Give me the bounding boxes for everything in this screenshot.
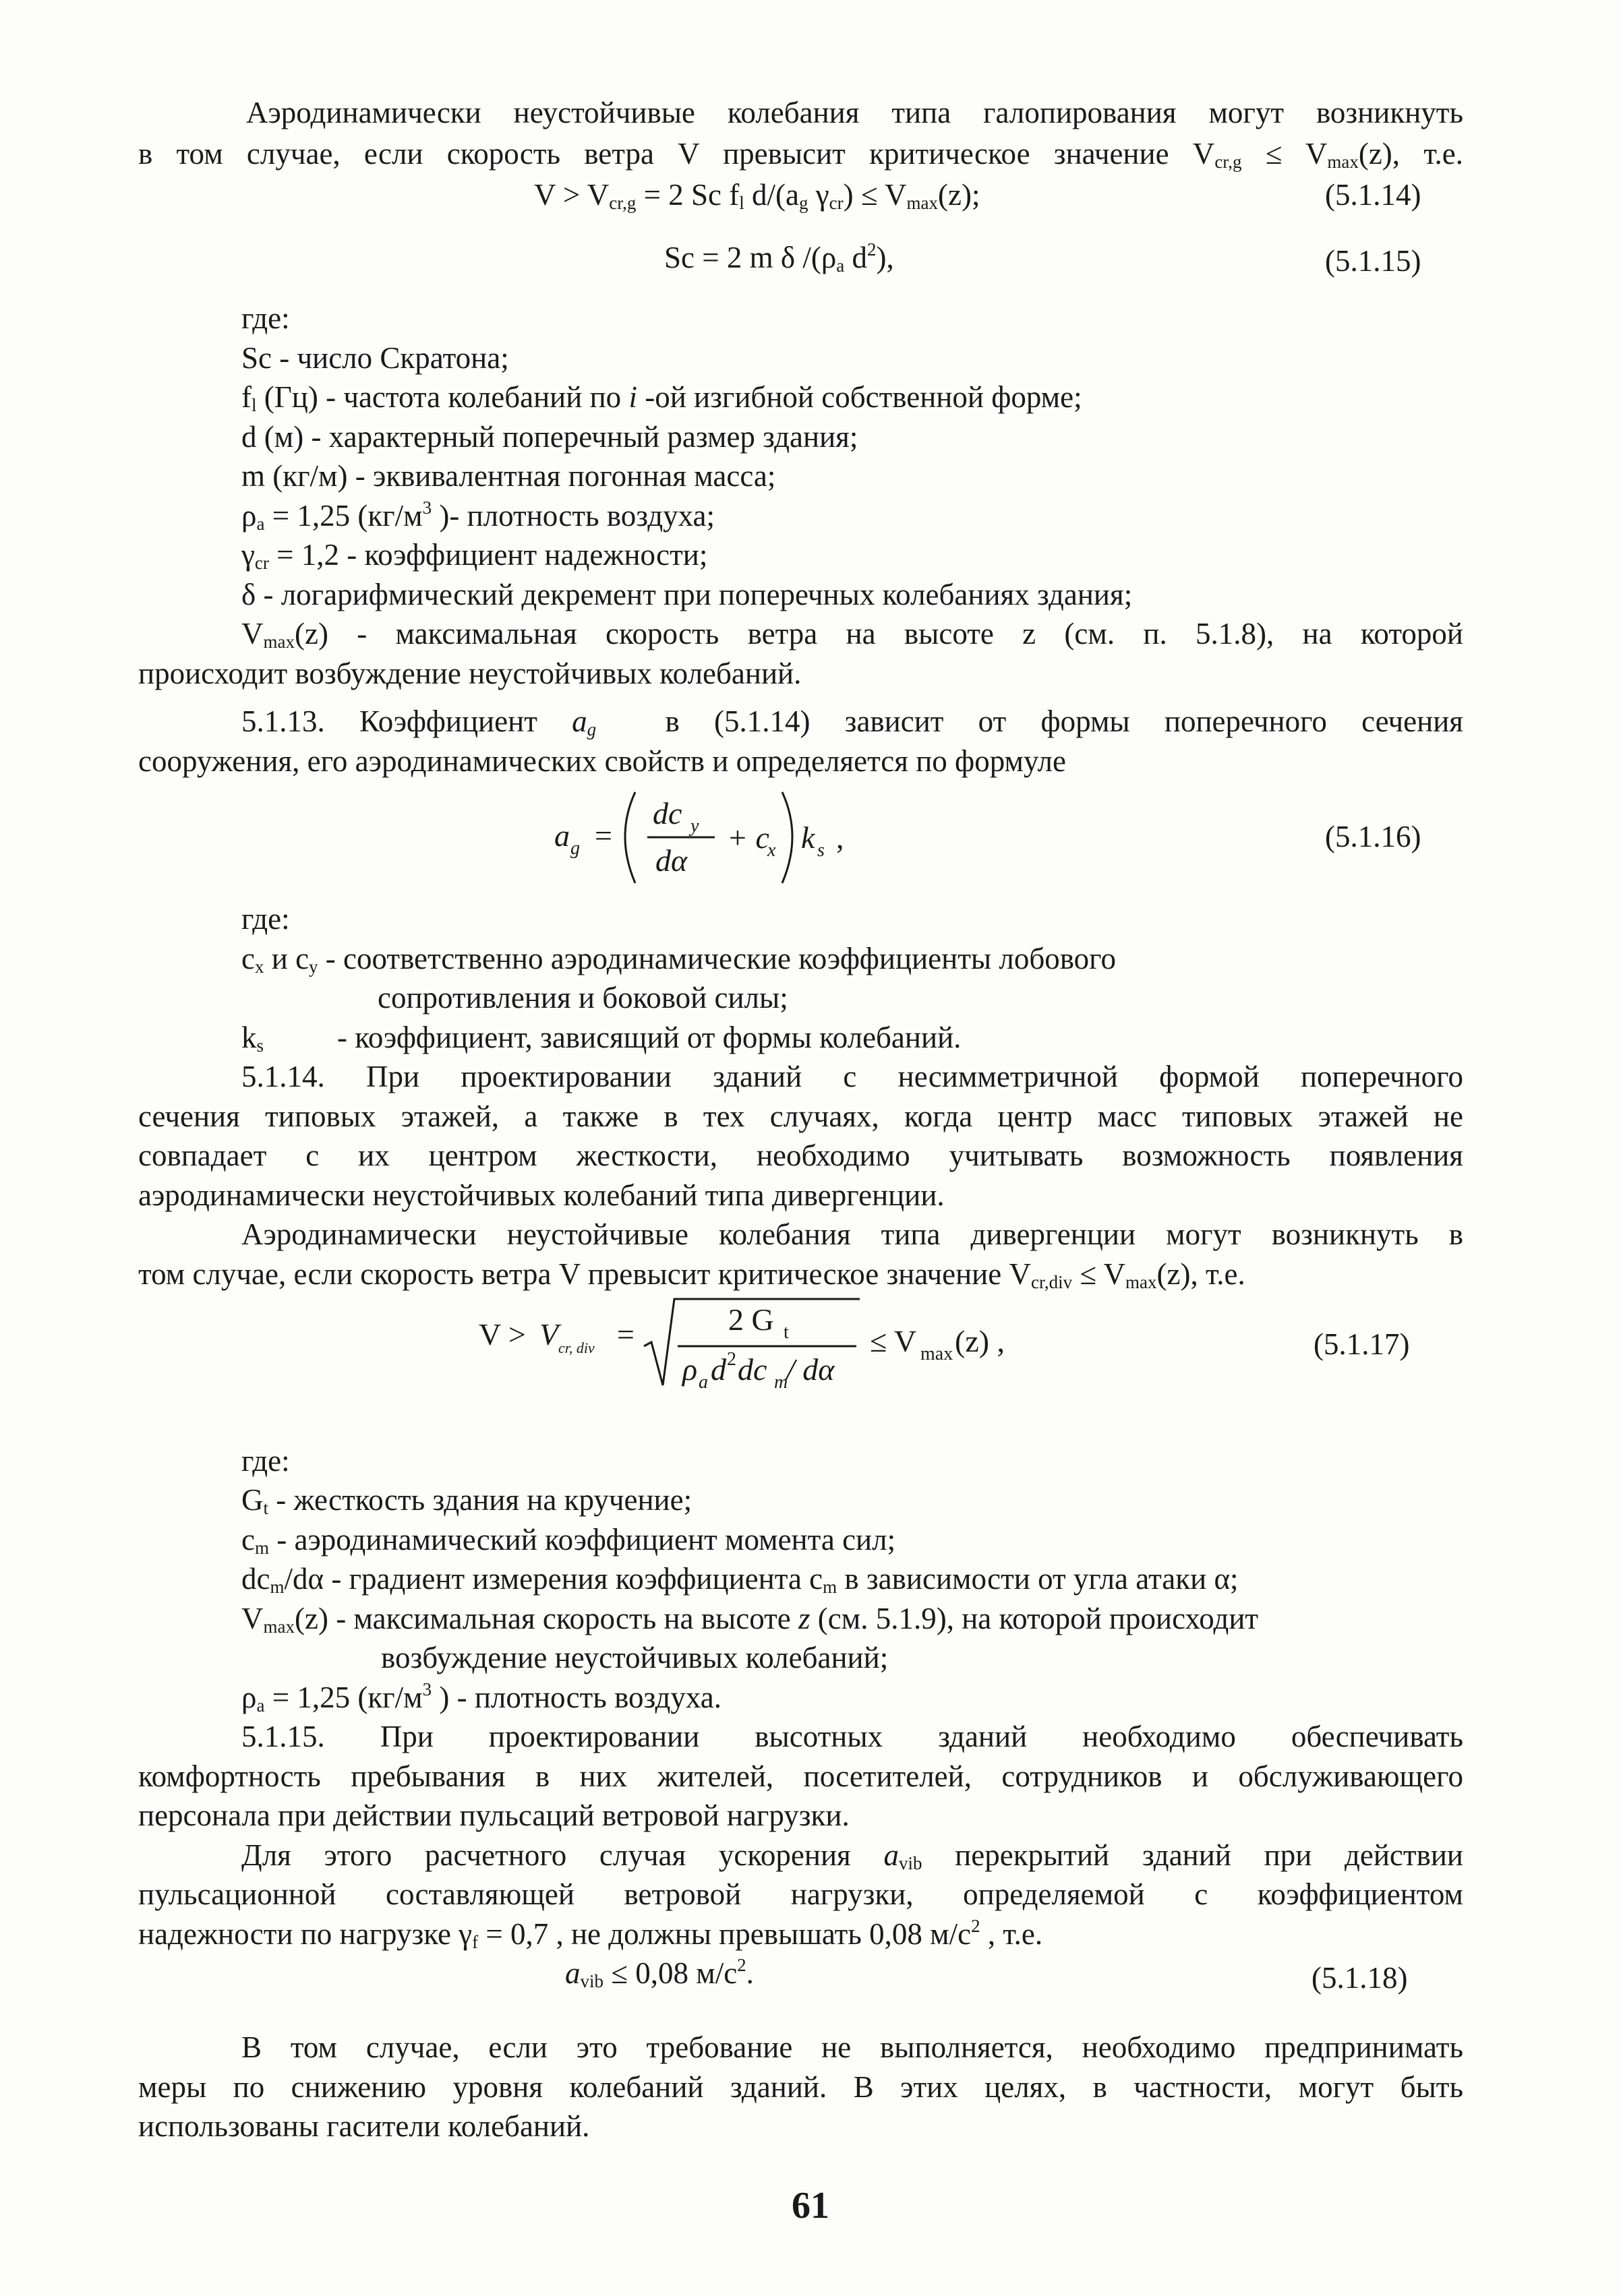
def-vmax-2: $V_{max}(z)$ - максимальная скорость на высоте z (см. 5.1.9), на которой происходит bbox=[241, 1602, 1259, 1637]
svg-text:g: g bbox=[570, 838, 580, 859]
paragraph-galloping-line2: в том случае, если скорость ветра V превысит критическое значение $V_{cr,g} \le V_{max}(z)$, т.е. bbox=[138, 137, 1464, 172]
svg-text:dc: dc bbox=[653, 796, 682, 830]
where-label: где: bbox=[241, 1444, 290, 1478]
paragraph-acceleration-line2: пульсационной составляющей ветровой нагрузки, определяемой с коэффициентом bbox=[138, 1877, 1463, 1911]
equation-number-5-1-15: (5.1.15) bbox=[1325, 244, 1421, 278]
svg-text:t: t bbox=[784, 1322, 789, 1343]
paragraph-divergence-line2: том случае, если скорость ветра V превысит критическое значение $V_{cr,div} \le V_{max}(z)$, т.е. bbox=[138, 1257, 1245, 1292]
def-cx-cy: $c_x$ и $c_y$ - соответственно аэродинамические коэффициенты лобового bbox=[241, 942, 1117, 977]
def-ks: $k_s$ bbox=[241, 1021, 264, 1056]
def-vmax: $V_{max}(z)$ - максимальная скорость ветра на высоте z (см. п. 5.1.8), на которой bbox=[241, 617, 1463, 652]
paragraph-acceleration-line1: Для этого расчетного случая ускорения $a_{vib}$ перекрытий зданий при действии bbox=[241, 1838, 1463, 1873]
svg-text:2 G: 2 G bbox=[728, 1302, 774, 1337]
section-5-1-14-line4: аэродинамически неустойчивых колебаний типа дивергенции. bbox=[138, 1178, 945, 1212]
def-d: d (м) - характерный поперечный размер здания; bbox=[241, 420, 858, 454]
def-rho-2: $\rho_a = 1,25$ ($кг/м^3$ ) - плотность воздуха. bbox=[241, 1679, 721, 1716]
svg-text:m: m bbox=[774, 1372, 788, 1393]
equation-number-5-1-14: (5.1.14) bbox=[1325, 178, 1421, 212]
svg-text:s: s bbox=[817, 840, 825, 861]
equation-number-5-1-16: (5.1.16) bbox=[1325, 820, 1421, 853]
section-5-1-15-line3: персонала при действии пульсаций ветровой нагрузки. bbox=[138, 1799, 850, 1832]
section-5-1-15-line2: комфортность пребывания в них жителей, посетителей, сотрудников и обслуживающего bbox=[138, 1759, 1463, 1793]
paragraph-galloping-line1: Аэродинамически неустойчивые колебания типа галопирования могут возникнуть bbox=[246, 96, 1463, 129]
def-dcm: $dc_m/d\alpha$ - градиент измерения коэффициента $c_m$ в зависимости от угла атаки α; bbox=[241, 1562, 1239, 1597]
def-gt: $G_t$ - жесткость здания на кручение; bbox=[241, 1483, 692, 1518]
svg-text:x: x bbox=[767, 840, 776, 861]
paragraph-final-line2: меры по снижению уровня колебаний зданий. В этих целях, в частности, могут быть bbox=[138, 2070, 1463, 2104]
equation-5-1-17 bbox=[472, 1284, 1065, 1399]
equation-5-1-18: $a_{vib} \le 0,08$ $м/с^2$. bbox=[565, 1955, 754, 1991]
svg-text:a: a bbox=[554, 818, 570, 853]
svg-text:,: , bbox=[836, 820, 844, 855]
def-m: m (кг/м) - эквивалентная погонная масса; bbox=[241, 459, 776, 493]
def-gamma: $\gamma_{cr} = 1,2$ - коэффициент надежности; bbox=[241, 538, 708, 573]
svg-text:k: k bbox=[801, 820, 815, 855]
def-ks-text: - коэффициент, зависящий от формы колебаний. bbox=[337, 1021, 962, 1054]
svg-text:dα: dα bbox=[655, 843, 688, 878]
svg-text:a: a bbox=[699, 1372, 708, 1393]
svg-text:max: max bbox=[920, 1343, 953, 1364]
section-5-1-14-line3: совпадает с их центром жесткости, необходимо учитывать возможность появления bbox=[138, 1139, 1463, 1172]
section-5-1-15-line1: 5.1.15. При проектировании высотных зданий необходимо обеспечивать bbox=[241, 1720, 1463, 1753]
svg-text:+ c: + c bbox=[727, 820, 769, 855]
def-cm: $c_m$ - аэродинамический коэффициент момента сил; bbox=[241, 1523, 896, 1558]
def-vmax-2-cont: возбуждение неустойчивых колебаний; bbox=[381, 1641, 889, 1674]
equation-5-1-15: Sc = 2 m δ $/(\rho_a$ $d^2$), bbox=[664, 239, 894, 276]
def-f: $f_l$ (Гц) - частота колебаний по i -ой изгибной собственной форме; bbox=[241, 380, 1082, 415]
svg-text:V: V bbox=[539, 1317, 559, 1352]
equation-5-1-16 bbox=[553, 775, 931, 897]
paragraph-divergence-line1: Аэродинамически неустойчивые колебания типа дивергенции могут возникнуть в bbox=[241, 1217, 1463, 1251]
svg-text:=: = bbox=[595, 818, 612, 853]
def-delta: δ - логарифмический декремент при поперечных колебаниях здания; bbox=[241, 578, 1133, 611]
page-number: 61 bbox=[792, 2185, 829, 2227]
svg-text:V >: V > bbox=[479, 1317, 526, 1352]
def-sc: Sc - число Скратона; bbox=[241, 341, 509, 375]
svg-text:2: 2 bbox=[727, 1349, 736, 1370]
equation-number-5-1-18: (5.1.18) bbox=[1311, 1961, 1408, 1995]
def-rho: $\rho_a = 1,25$ ($кг/м^3$ )- плотность воздуха; bbox=[241, 497, 715, 534]
section-5-1-13-line1: 5.1.13. Коэффициент $a_g$ в (5.1.14) зависит от формы поперечного сечения bbox=[241, 704, 1463, 739]
svg-text:y: y bbox=[690, 816, 699, 837]
where-label: где: bbox=[241, 902, 290, 936]
section-5-1-13-line2: сооружения, его аэродинамических свойств и определяется по формуле bbox=[138, 744, 1066, 778]
svg-text:cr, div: cr, div bbox=[558, 1339, 595, 1356]
section-5-1-14-line1: 5.1.14. При проектировании зданий с несимметричной формой поперечного bbox=[241, 1060, 1463, 1093]
paragraph-final-line1: В том случае, если это требование не выполняется, необходимо предпринимать bbox=[241, 2030, 1463, 2064]
where-label: где: bbox=[241, 301, 290, 335]
paragraph-acceleration-line3: надежности по нагрузке $\gamma_f = 0,7$ , не должны превышать 0,08 $м/с^2$ , т.е. bbox=[138, 1916, 1043, 1952]
svg-text:dc: dc bbox=[738, 1352, 767, 1387]
def-cx-cy-cont: сопротивления и боковой силы; bbox=[378, 981, 788, 1015]
svg-text:d: d bbox=[711, 1352, 726, 1387]
equation-5-1-14: $V > V_{cr,g} = 2$ Sc $f_l$ $d/(a_g$ $\gamma_{cr}) \le V_{max}(z)$; bbox=[534, 178, 980, 213]
section-5-1-14-line2: сечения типовых этажей, а также в тех случаях, когда центр масс типовых этажей не bbox=[138, 1099, 1463, 1133]
svg-text:≤ V: ≤ V bbox=[870, 1324, 917, 1358]
svg-text:/ dα: / dα bbox=[786, 1352, 835, 1387]
equation-number-5-1-17: (5.1.17) bbox=[1314, 1327, 1410, 1361]
def-vmax-cont: происходит возбуждение неустойчивых колебаний. bbox=[138, 657, 802, 690]
paragraph-final-line3: использованы гасители колебаний. bbox=[138, 2109, 590, 2143]
svg-text:(z) ,: (z) , bbox=[955, 1324, 1005, 1358]
svg-text:ρ: ρ bbox=[682, 1352, 698, 1387]
svg-text:=: = bbox=[617, 1317, 635, 1352]
